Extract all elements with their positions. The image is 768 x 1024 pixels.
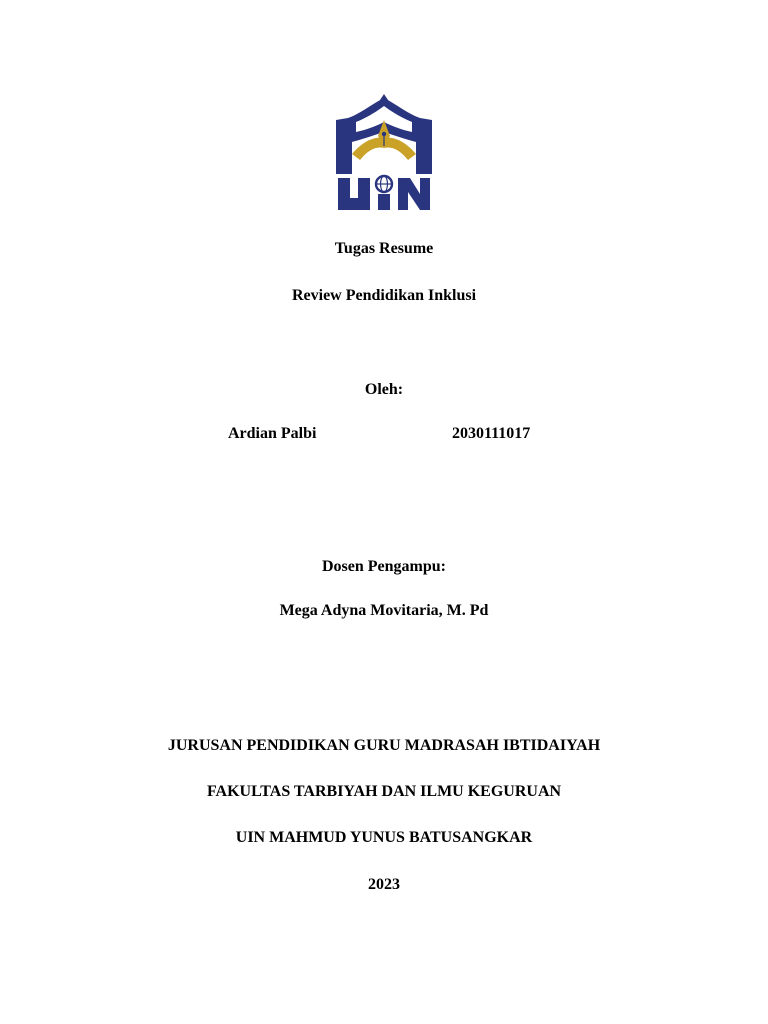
document-subtitle: Review Pendidikan Inklusi — [291, 287, 477, 304]
lecturer-label: Dosen Pengampu: — [321, 558, 446, 575]
year: 2023 — [368, 876, 400, 893]
author-id: 2030111017 — [452, 425, 531, 442]
letter-u — [338, 178, 370, 210]
book-left — [352, 138, 384, 160]
faculty-name: FAKULTAS TARBIYAH DAN ILMU KEGURUAN — [206, 783, 562, 800]
department-name: JURUSAN PENDIDIKAN GURU MADRASAH IBTIDAIYAH — [167, 737, 601, 754]
lecturer-name: Mega Adyna Movitaria, M. Pd — [279, 602, 489, 619]
letter-n — [398, 178, 430, 210]
book-right — [384, 138, 416, 160]
university-logo — [334, 92, 434, 212]
document-title: Tugas Resume — [334, 240, 434, 257]
author-name: Ardian Palbi — [228, 425, 317, 442]
university-name: UIN MAHMUD YUNUS BATUSANGKAR — [235, 829, 533, 846]
by-label: Oleh: — [364, 381, 404, 398]
